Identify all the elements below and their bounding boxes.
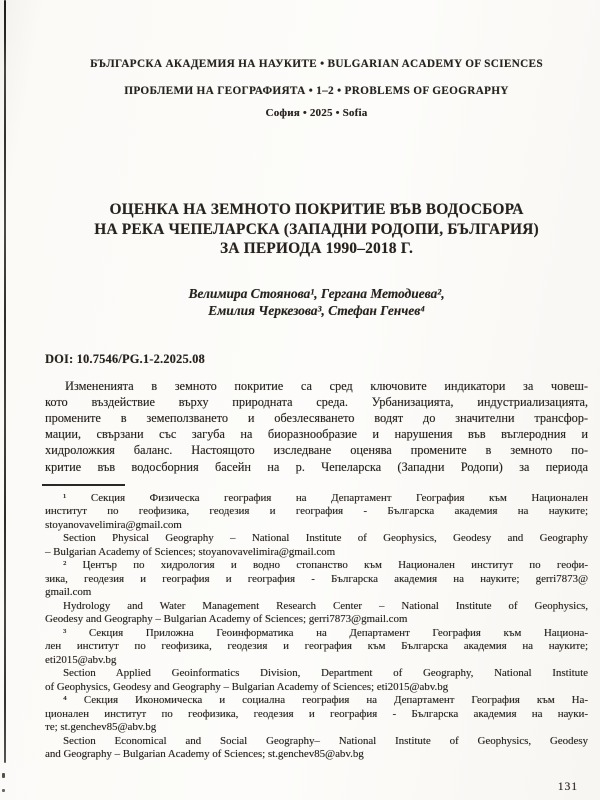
text-line: зика, геодезия и география и география - Българска академия на науките; gerri7873@	[45, 572, 588, 585]
authors-line: Велимира Стоянова¹, Гергана Методиева²,	[188, 285, 445, 301]
text-line: Section Applied Geoinformatics Division, Department of Geography, National Institute	[63, 667, 588, 680]
footnote-1-bulgarian	[45, 492, 588, 533]
article-title-line: ЗА ПЕРИОДА 1990–2018 Г.	[219, 240, 414, 257]
text-line: ³ Секция Приложна Геоинформатика на Департамент География към Национа-	[63, 626, 588, 639]
footnote-3-bulgarian	[45, 627, 588, 668]
text-line: and Geography – Bulgarian Academy of Sciences; st.genchev85@abv.bg	[45, 748, 364, 761]
text-line: ² Център по хидрология и водно стопанство към Национален институт по геофи-	[63, 559, 588, 572]
text-line: кото въздействие върху природната среда. Урбанизацията, индустриализацията,	[45, 394, 588, 409]
footnote-separator	[42, 484, 125, 486]
footnote-3-english	[45, 667, 588, 694]
journal-city-year: София • 2025 • Sofia	[265, 107, 368, 119]
text-line: Section Physical Geography – National Institute of Geophysics, Geodesy and Geography	[63, 532, 588, 545]
doi: DOI: 10.7546/PG.1-2.2025.08	[45, 351, 205, 366]
journal-issue: ПРОБЛЕМИ НА ГЕОГРАФИЯТА • 1–2 • PROBLEMS OF GEOGRAPHY	[124, 85, 509, 97]
text-line: Измененията в земното покритие са сред ключовите индикатори за човеш-	[65, 378, 588, 393]
text-line: те; st.genchev85@abv.bg	[45, 721, 157, 734]
page-number: 131	[557, 781, 578, 793]
text-line: лен институт по геофизика, геодезия и география към Българска академия на науките;	[45, 640, 588, 653]
text-line: of Geophysics, Geodesy and Geography – Bulgarian Academy of Sciences; eti2015@abv.bg	[45, 680, 449, 693]
article-title	[45, 200, 588, 259]
text-line: ционален институт по геофизика, геодезия и география - Българска академия на науки-	[45, 707, 588, 720]
text-line: институт по геофизика, геодезия и география - Българска академия на науките;	[45, 505, 588, 518]
footnote-4-english	[45, 735, 588, 762]
authors-line: Емилия Черкезова³, Стефан Генчев⁴	[208, 302, 425, 318]
text-line: мации, свързани със загуба на биоразнообразие и нарушения във въглеродния и	[45, 427, 588, 442]
text-line: Hydrology and Water Management Research Center – National Institute of Geophysics,	[63, 599, 588, 612]
authors	[45, 285, 588, 319]
article-title-line: НА РЕКА ЧЕПЕЛАРСКА (ЗАПАДНИ РОДОПИ, БЪЛГАРИЯ)	[94, 220, 539, 238]
footnote-2-english	[45, 600, 588, 627]
text-line: – Bulgarian Academy of Sciences; stoyanovavelimira@gmail.com	[45, 545, 336, 558]
abstract-paragraph	[45, 378, 588, 475]
scan-artifact-speck	[2, 789, 5, 792]
footnote-2-bulgarian	[45, 559, 588, 600]
text-line: ¹ Секция Физическа география на Департамент География към Национален	[63, 491, 588, 504]
text-line: stoyanovavelimira@gmail.com	[45, 518, 182, 531]
text-line: Geodesy and Geography – Bulgarian Academy of Sciences; gerri7873@gmail.com	[45, 613, 408, 626]
article-title-line: ОЦЕНКА НА ЗЕМНОТО ПОКРИТИЕ ВЪВ ВОДОСБОРА	[109, 201, 524, 218]
footnote-1-english	[45, 532, 588, 559]
footnote-4-bulgarian	[45, 694, 588, 735]
text-line: критие във водосборния басейн на р. Чепеларска (Западни Родопи) за периода	[45, 459, 588, 474]
text-line: Section Economical and Social Geography– National Institute of Geophysics, Geodesy	[63, 734, 588, 747]
text-line: eti2015@abv.bg	[45, 653, 117, 666]
text-line: промените в земеползването и обезлесяването водят до значителни трансфор-	[45, 410, 588, 425]
text-line: хидроложкия баланс. Настоящото изследване оценява промените в земното по-	[45, 443, 588, 458]
page-content	[45, 0, 588, 762]
text-line: gmail.com	[45, 586, 92, 599]
scan-artifact-left-line	[4, 0, 6, 763]
journal-name: БЪЛГАРСКА АКАДЕМИЯ НА НАУКИТЕ • BULGARIAN ACADEMY OF SCIENCES	[90, 58, 543, 70]
text-line: ⁴ Секция Икономическа и социална география на Департамент География към На-	[63, 694, 588, 707]
scan-artifact-speck	[2, 773, 5, 778]
footnotes	[45, 492, 588, 762]
